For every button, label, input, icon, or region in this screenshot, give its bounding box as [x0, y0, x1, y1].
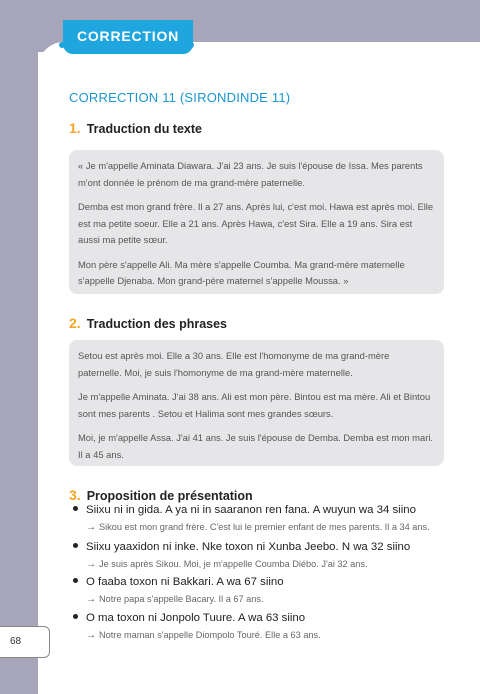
translation-text: Notre papa s'appelle Bacary. Il a 67 ans.: [99, 594, 264, 604]
translation-text: Notre maman s'appelle Diompolo Touré. Elle a 63 ans.: [99, 630, 321, 640]
left-frame-bar: [0, 0, 38, 694]
soninke-sentence: O ma toxon ni Jonpolo Tuure. A wa 63 siino: [86, 612, 306, 624]
heading-part-3: [69, 487, 253, 503]
soninke-sentence: O faaba toxon ni Bakkari. A wa 67 siino: [86, 576, 284, 588]
soninke-sentence: Siixu ni in gida. A ya ni in saaranon ren fana. A wuyun wa 34 siino: [86, 504, 416, 516]
heading-part-1: [69, 120, 202, 136]
heading-label: Traduction du texte: [86, 122, 202, 136]
list-item: [73, 612, 453, 624]
paragraph: « Je m'appelle Aminata Diawara. J'ai 23 ans. Je suis l'épouse de Issa. Mes parents m'ont donnée le prénom de ma grand-mère paternelle.: [78, 160, 423, 188]
list-item: [73, 504, 453, 516]
translation-line: [86, 594, 264, 605]
list-item: [73, 576, 453, 588]
page-number: 68: [10, 636, 22, 647]
arrow-right-icon: →: [86, 630, 96, 641]
paragraph: Demba est mon grand frère. Il a 27 ans. Après lui, c'est moi. Hawa est après moi. Elle est ma petite soeur. Elle a 21 ans. Après Hawa, c'est Sira. Elle a 19 ans. Sira est aussi ma petite sœur.: [78, 201, 434, 245]
translation-text: Je suis après Sikou. Moi, je m'appelle Coumba Diébo. J'ai 32 ans.: [99, 559, 368, 569]
tab-dot-left: [59, 42, 65, 48]
soninke-sentence: Siixu yaaxidon ni inke. Nke toxon ni Xunba Jeebo. N wa 32 siino: [86, 541, 411, 553]
bullet-icon: [73, 614, 78, 619]
list-item: [73, 541, 453, 553]
heading-number: 2.: [69, 315, 81, 331]
heading-label: Proposition de présentation: [86, 489, 253, 503]
heading-number: 1.: [69, 120, 81, 136]
bullet-icon: [73, 506, 78, 511]
tab-dot-right: [188, 42, 194, 48]
translation-line: [86, 559, 368, 570]
bullet-icon: [73, 578, 78, 583]
translation-line: [86, 522, 430, 533]
translation-text: Sikou est mon grand frère. C'est lui le premier enfant de mes parents. Il a 34 ans.: [99, 522, 430, 532]
paragraph: Mon père s'appelle Ali. Ma mère s'appelle Coumba. Ma grand-mère maternelle s'appelle Djenaba. Mon grand-père maternel s'appelle Moussa. »: [78, 258, 405, 286]
text-box-1: [69, 150, 444, 294]
translation-line: [86, 630, 321, 641]
heading-part-2: [69, 315, 227, 331]
page-number-box: [0, 626, 50, 658]
bullet-icon: [73, 543, 78, 548]
correction-tab-label: CORRECTION: [76, 28, 180, 44]
section-title: CORRECTION 11 (SIRONDINDE 11): [69, 90, 291, 105]
arrow-right-icon: →: [86, 522, 96, 533]
paragraph: Je m'appelle Aminata. J'ai 38 ans. Ali est mon père. Bintou est ma mère. Ali et Bintou sont mes parents . Setou et Halima sont mes grandes sœurs.: [78, 391, 431, 419]
paragraph: Moi, je m'appelle Assa. J'ai 41 ans. Je suis l'épouse de Demba. Demba est mon mari. Il a 45 ans.: [78, 432, 434, 460]
heading-label: Traduction des phrases: [86, 317, 228, 331]
arrow-right-icon: →: [86, 559, 96, 570]
paragraph: Setou est après moi. Elle a 30 ans. Elle est l'homonyme de ma grand-mère paternelle. Moi, je suis l'homonyme de ma grand-mère maternelle.: [78, 350, 390, 378]
arrow-right-icon: →: [86, 594, 96, 605]
heading-number: 3.: [69, 487, 81, 503]
correction-tab: [63, 20, 193, 54]
text-box-2: [69, 340, 444, 466]
